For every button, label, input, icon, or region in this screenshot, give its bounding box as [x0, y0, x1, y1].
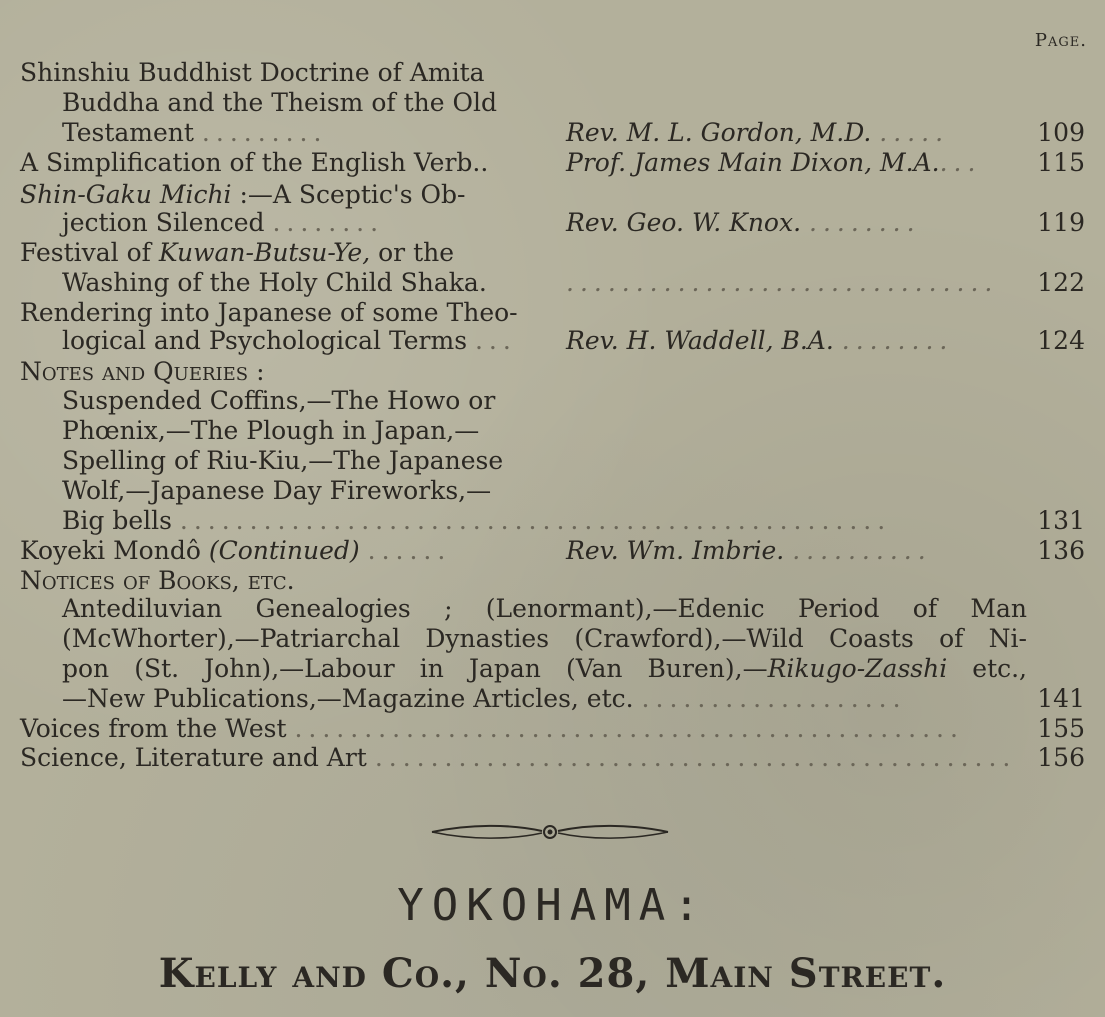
decorative-rule-ornament: [430, 818, 670, 846]
toc-entry-4-leader: ...............................: [566, 268, 999, 297]
toc-entry-8-heading: Notices of Books, etc.: [20, 566, 295, 595]
toc-entry-2-line-1: A Simplification of the English Verb..: [20, 148, 489, 177]
toc-entry-6-line-2: Phœnix,—The Plough in Japan,—: [62, 416, 480, 445]
toc-entry-6-line-5: Big bells ...................................................: [62, 506, 892, 535]
toc-entry-9-line-1: Voices from the West ................................................: [20, 714, 964, 743]
toc-entry-1-page: 109: [1037, 118, 1085, 147]
page-column-heading: Page.: [1034, 30, 1087, 51]
toc-entry-3-author: Rev. Geo. W. Knox. ........: [566, 208, 921, 237]
toc-entry-10-page: 156: [1037, 743, 1085, 772]
toc-entry-5-author: Rev. H. Waddell, B.A. ........: [566, 326, 954, 355]
toc-entry-8-line-4: —New Publications,—Magazine Articles, etc. ...................: [62, 684, 907, 713]
toc-entry-3-page: 119: [1037, 208, 1085, 237]
toc-entry-7-page: 136: [1037, 536, 1085, 565]
toc-entry-5-line-2: logical and Psychological Terms ...: [62, 326, 517, 355]
toc-entry-4-page: 122: [1037, 268, 1085, 297]
toc-entry-9-page: 155: [1037, 714, 1085, 743]
toc-entry-6-line-1: Suspended Coffins,—The Howo or: [62, 386, 496, 415]
toc-entry-8-line-3: pon (St. John),—Labour in Japan (Van Buren),—Rikugo-Zasshi etc.,: [62, 654, 1028, 683]
toc-entry-10-line-1: Science, Literature and Art ..............................................: [20, 743, 1017, 772]
toc-entry-1-author: Rev. M. L. Gordon, M.D. .....: [566, 118, 950, 147]
toc-entry-5-line-1: Rendering into Japanese of some Theo-: [20, 298, 518, 327]
toc-entry-7-author: Rev. Wm. Imbrie. ..........: [566, 536, 932, 565]
toc-entry-2-author: Prof. James Main Dixon, M.A....: [566, 148, 982, 177]
toc-entry-1-line-3: Testament .........: [62, 118, 328, 147]
toc-entry-3-line-1: Shin-Gaku Michi :—A Sceptic's Ob-: [20, 180, 466, 209]
toc-entry-6-line-3: Spelling of Riu-Kiu,—The Japanese: [62, 446, 504, 475]
toc-entry-3-line-2: jection Silenced ........: [62, 208, 385, 237]
imprint-city: YOKOHAMA:: [397, 880, 708, 931]
toc-entry-7-line-1: Koyeki Mondô (Continued) ......: [20, 536, 452, 565]
toc-entry-5-page: 124: [1037, 326, 1085, 355]
toc-entry-1-line-1: Shinshiu Buddhist Doctrine of Amita: [20, 58, 485, 87]
toc-entry-8-page: 141: [1037, 684, 1085, 713]
toc-entry-4-line-1: Festival of Kuwan-Butsu-Ye, or the: [20, 238, 455, 267]
toc-entry-6-heading: Notes and Queries :: [20, 357, 265, 386]
toc-entry-4-line-2: Washing of the Holy Child Shaka.: [62, 268, 487, 297]
toc-entry-2-page: 115: [1037, 148, 1085, 177]
toc-entry-6-line-4: Wolf,—Japanese Day Fireworks,—: [62, 476, 492, 505]
imprint-publisher: Kelly and Co., No. 28, Main Street.: [158, 950, 947, 997]
toc-entry-8-line-2: (McWhorter),—Patriarchal Dynasties (Crawford),—Wild Coasts of Ni-: [62, 624, 1027, 653]
toc-entry-1-line-2: Buddha and the Theism of the Old: [62, 88, 497, 117]
toc-entry-8-line-1: Antediluvian Genealogies ; (Lenormant),—Edenic Period of Man: [62, 594, 1027, 623]
toc-entry-6-page: 131: [1037, 506, 1085, 535]
